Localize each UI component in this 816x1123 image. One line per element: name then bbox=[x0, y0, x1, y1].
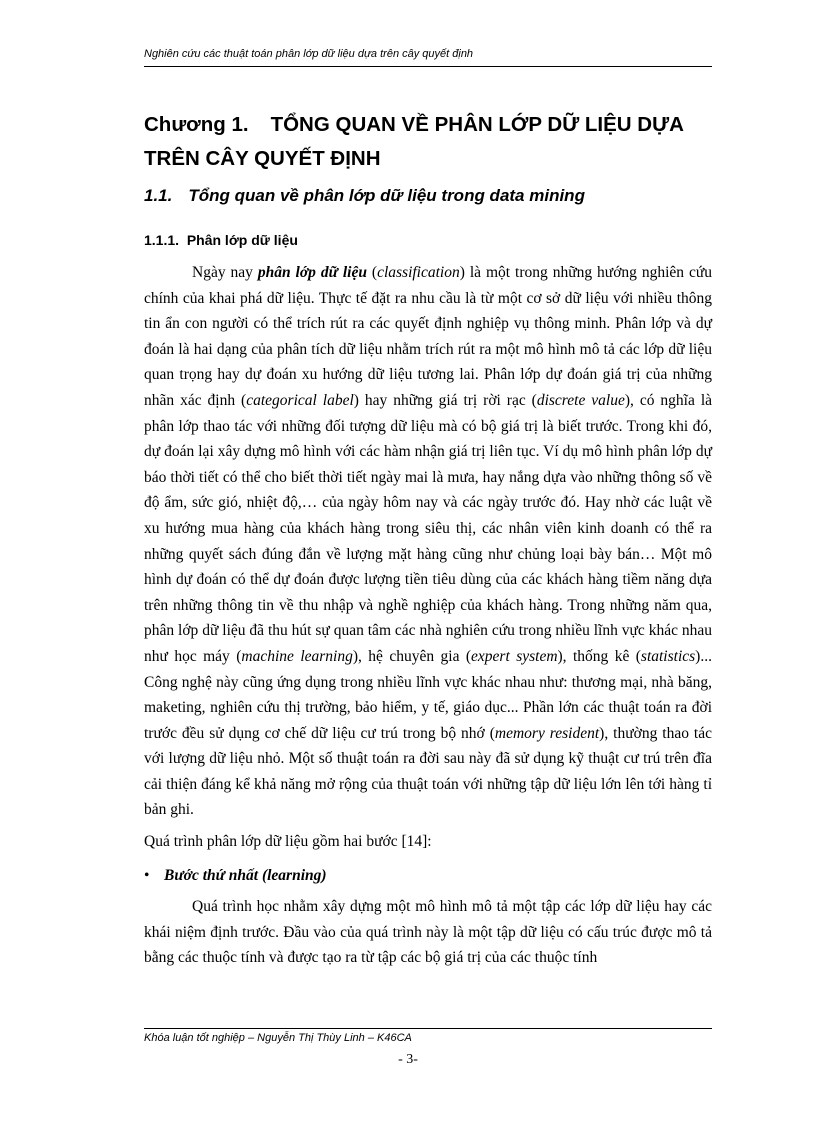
bullet-step-one bbox=[144, 863, 712, 889]
chapter-heading bbox=[144, 108, 724, 176]
term-classification: phân lớp dữ liệu bbox=[257, 264, 367, 281]
chapter-number: Chương 1. bbox=[144, 113, 249, 136]
chapter-title: TỔNG QUAN VỀ PHÂN LỚP DỮ LIỆU DỰA TRÊN CÂY QUYẾT ĐỊNH bbox=[144, 113, 684, 170]
bullet-icon: • bbox=[144, 866, 150, 884]
subsection-title: Phân lớp dữ liệu bbox=[186, 232, 298, 248]
section-number: 1.1. bbox=[144, 186, 173, 205]
section-heading bbox=[144, 186, 585, 206]
subsection-heading bbox=[144, 232, 298, 248]
paragraph-classification-intro: Ngày nay phân lớp dữ liệu (classification) là một trong những hướng nghiên cứu chính của khai phá dữ liệu. Thực tế đặt ra nhu cầu là từ một cơ sở dữ liệu với nhiều thông tin ẩn con người có thể trích rút ra các quyết định nghiệp vụ thông minh. Phân lớp và dự đoán là hai dạng của phân tích dữ liệu nhằm trích rút ra một mô hình mô tả các lớp dữ liệu quan trọng hay dự đoán xu hướng dữ liệu tương lai. Phân lớp dự đoán giá trị của những nhãn xác định (categorical label) hay những giá trị rời rạc (discrete value), có nghĩa là phân lớp thao tác với những đối tượng dữ liệu mà có bộ giá trị là biết trước. Trong khi đó, dự đoán lại xây dựng mô hình với các hàm nhận giá trị liên tục. Ví dụ mô hình phân lớp dự báo thời tiết có thể cho biết thời tiết ngày mai là mưa, hay nắng dựa vào những thông số về độ ẩm, sức gió, nhiệt độ,… của ngày hôm nay và các ngày trước đó. Hay nhờ các luật về xu hướng mua hàng của khách hàng trong siêu thị, các nhân viên kinh doanh có thể ra những quyết sách đúng đắn về lượng mặt hàng cũng như chủng loại bày bán… Một mô hình dự đoán có thể dự đoán được lượng tiền tiêu dùng của các khách hàng tiềm năng dựa trên những thông tin về thu nhập và nghề nghiệp của khách hàng. Trong những năm qua, phân lớp dữ liệu đã thu hút sự quan tâm các nhà nghiên cứu trong nhiều lĩnh vực khác nhau như học máy (machine learning), hệ chuyên gia (expert system), thống kê (statistics)... Công nghệ này cũng ứng dụng trong nhiều lĩnh vực khác nhau như: thương mại, nhà băng, maketing, nghiên cứu thị trường, bảo hiểm, y tế, giáo dục... Phần lớn các thuật toán ra đời trước đều sử dụng cơ chế dữ liệu cư trú trong bộ nhớ (memory resident), thường thao tác với lượng dữ liệu nhỏ. Một số thuật toán ra đời sau này đã sử dụng kỹ thuật cư trú trên đĩa cải thiện đáng kể khả năng mở rộng của thuật toán với những tập dữ liệu lớn lên tới hàng tỉ bản ghi. bbox=[144, 264, 713, 819]
page-number: - 3- bbox=[398, 1052, 418, 1067]
footer-text: Khóa luận tốt nghiệp – Nguyễn Thị Thùy Linh – K46CA bbox=[144, 1032, 412, 1044]
body-text bbox=[144, 260, 712, 971]
paragraph-learning: Quá trình học nhằm xây dựng một mô hình mô tả một tập các lớp dữ liệu hay các khái niệm định trước. Đầu vào của quá trình này là một tập dữ liệu có cấu trúc được mô tả bằng các thuộc tính và được tạo ra từ tập các bộ giá trị của các thuộc tính bbox=[144, 898, 712, 967]
paragraph-process-steps: Quá trình phân lớp dữ liệu gồm hai bước [14]: bbox=[144, 833, 432, 851]
running-header bbox=[144, 48, 712, 67]
bullet-step-one-label: Bước thứ nhất (learning) bbox=[164, 866, 327, 884]
subsection-number: 1.1.1. bbox=[144, 232, 180, 248]
section-title: Tổng quan về phân lớp dữ liệu trong data mining bbox=[188, 186, 585, 205]
page-footer bbox=[144, 1028, 712, 1044]
running-header-title: Nghiên cứu các thuật toán phân lớp dữ liệu dựa trên cây quyết định bbox=[144, 48, 474, 60]
